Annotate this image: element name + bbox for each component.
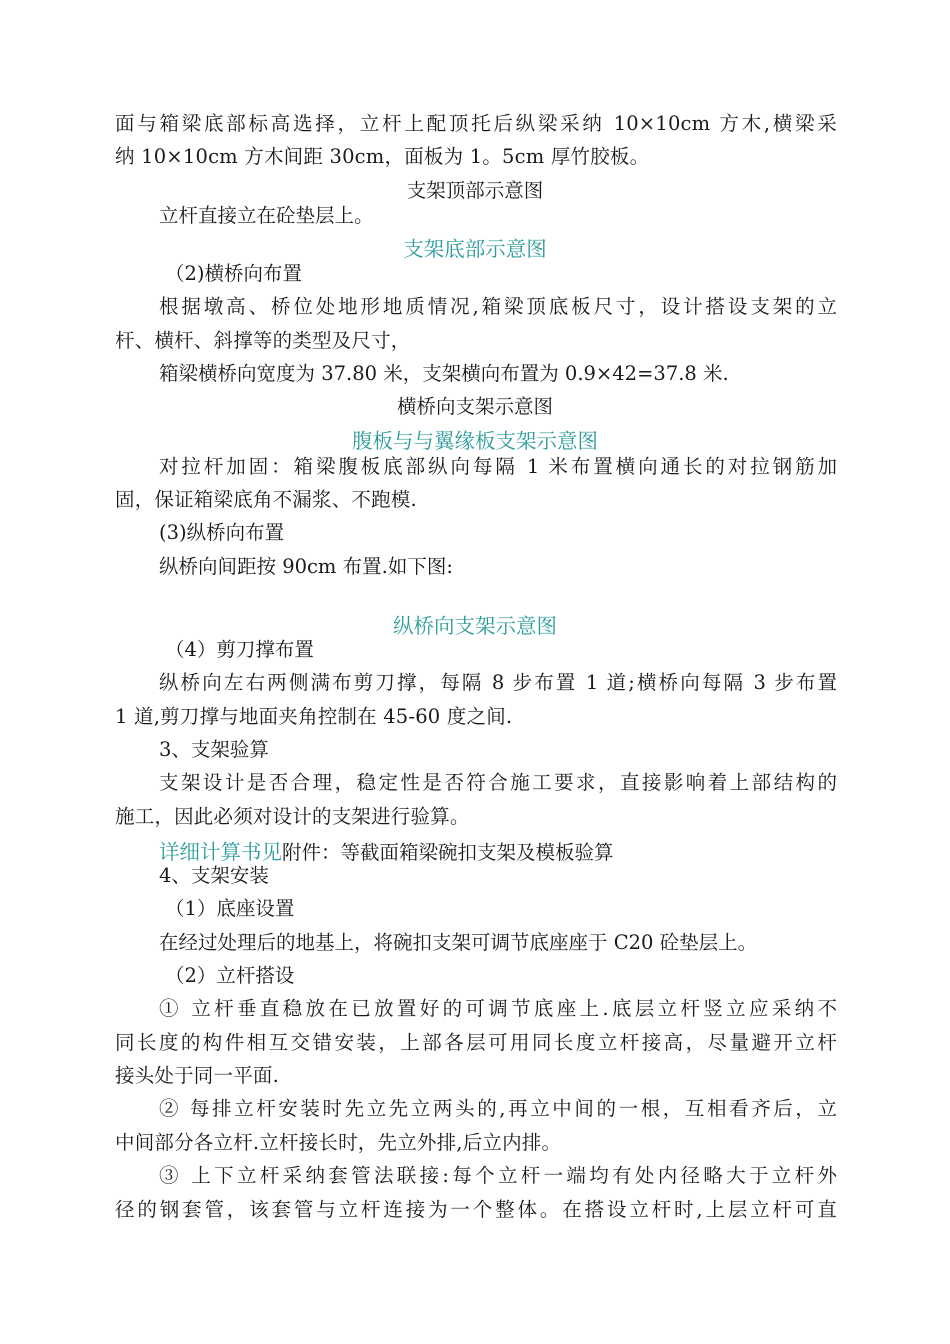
paragraph-line: ③ 上下立杆采纳套管法联接:每个立杆一端均有处内径略大于立杆外: [159, 1164, 837, 1187]
figure-caption-web-wing: 腹板与与翼缘板支架示意图: [352, 429, 598, 453]
reference-link[interactable]: 详细计算书见: [159, 840, 282, 864]
paragraph-line: 1 道,剪刀撑与地面夹角控制在 45-60 度之间.: [115, 705, 513, 728]
paragraph-line: 径的钢套管，该套管与立杆连接为一个整体。在搭设立杆时,上层立杆可直: [115, 1198, 837, 1221]
section-heading: （2）立杆搭设: [165, 964, 295, 987]
paragraph-line: 立杆直接立在砼垫层上。: [159, 204, 374, 227]
paragraph-line: 对拉杆加固：箱梁腹板底部纵向每隔 1 米布置横向通长的对拉钢筋加: [159, 455, 837, 478]
section-heading: 3、支架验算: [159, 738, 269, 761]
paragraph-line: 接头处于同一平面.: [115, 1064, 279, 1087]
paragraph-line: 施工，因此必须对设计的支架进行验算。: [115, 805, 470, 828]
section-heading: 4、支架安装: [159, 864, 269, 887]
reference-text: 附件：等截面箱梁碗扣支架及模板验算: [282, 841, 614, 864]
section-heading: （2)横桥向布置: [165, 262, 303, 285]
paragraph-line: 在经过处理后的地基上，将碗扣支架可调节底座座于 C20 砼垫层上。: [159, 931, 758, 954]
section-heading: （4）剪刀撑布置: [165, 638, 314, 661]
paragraph-line: 支架设计是否合理，稳定性是否符合施工要求，直接影响着上部结构的: [159, 771, 837, 794]
figure-caption-longitudinal: 纵桥向支架示意图: [393, 614, 557, 638]
paragraph-line: 同长度的构件相互交错安装，上部各层可用同长度立杆接高，尽量避开立杆: [115, 1031, 837, 1054]
paragraph-line: 根据墩高、桥位处地形地质情况,箱梁顶底板尺寸，设计搭设支架的立: [159, 295, 837, 318]
paragraph-line: 箱梁横桥向宽度为 37.80 米，支架横向布置为 0.9×42=37.8 米.: [159, 362, 729, 385]
paragraph-line: 纵桥向间距按 90cm 布置.如下图:: [159, 555, 453, 578]
paragraph-line: 纳 10×10cm 方木间距 30cm，面板为 1。5cm 厚竹胶板。: [115, 145, 650, 168]
paragraph-line: ① 立杆垂直稳放在已放置好的可调节底座上.底层立杆竖立应采纳不: [159, 997, 837, 1020]
figure-caption-bottom-support: 支架底部示意图: [403, 237, 547, 261]
figure-caption-transverse: 横桥向支架示意图: [396, 395, 553, 418]
paragraph-line: 面与箱梁底部标高选择，立杆上配顶托后纵梁采纳 10×10cm 方木,横梁采: [115, 112, 837, 135]
paragraph-line: 杆、横杆、斜撑等的类型及尺寸，: [115, 329, 411, 352]
paragraph-line: 纵桥向左右两侧满布剪刀撑，每隔 8 步布置 1 道;横桥向每隔 3 步布置: [159, 671, 837, 694]
section-heading: （1）底座设置: [165, 897, 295, 920]
paragraph-line: 固，保证箱梁底角不漏浆、不跑模.: [115, 488, 417, 511]
paragraph-line: 中间部分各立杆.立杆接长时，先立外排,后立内排。: [115, 1131, 562, 1154]
figure-caption-top-support: 支架顶部示意图: [406, 179, 544, 202]
section-heading: (3)纵桥向布置: [159, 521, 285, 544]
paragraph-line: ② 每排立杆安装时先立先立两头的,再立中间的一根，互相看齐后，立: [159, 1097, 837, 1120]
